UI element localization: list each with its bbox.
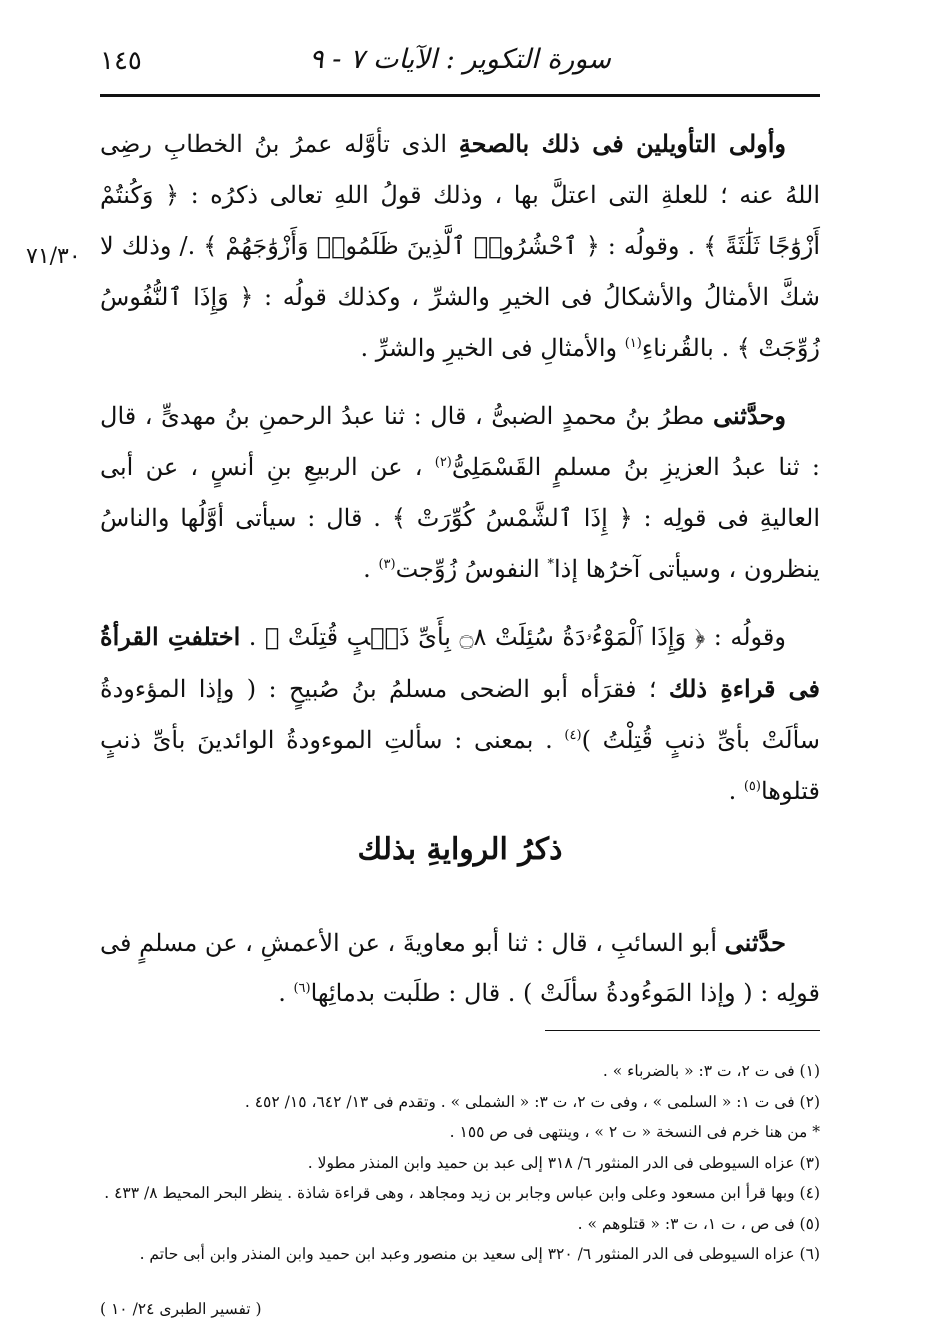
text-span: ./ وذلك لا شكَّ الأمثالُ والأشكالُ فى الخيرِ والشرِّ ، وكذلك قولُه : bbox=[100, 232, 821, 311]
paragraph-2 bbox=[100, 390, 820, 595]
paragraph-3 bbox=[100, 611, 820, 817]
page-header bbox=[100, 40, 820, 90]
text-span: مطرُ بنُ محمدٍ الضبىُّ ، قال : ثنا عبدُ الرحمنِ بنُ مهدىٍّ ، قال : ثنا عبدُ العزيزِ بنُ مسلمٍ القَسْمَلِىُّ bbox=[100, 402, 820, 481]
footnote-ref: (٤) bbox=[564, 728, 582, 743]
quran-quote: ﴿ ٱحْشُرُوا۟ ٱلَّذِينَ ظَلَمُوا۟ وَأَزْوَٰجَهُمْ ﴾ bbox=[203, 232, 600, 260]
footnotes bbox=[100, 1056, 820, 1270]
text-span: . bbox=[240, 623, 265, 651]
text-span: وقولُه : bbox=[705, 623, 786, 651]
text-span: . bbox=[278, 979, 294, 1007]
narration-text bbox=[100, 918, 820, 1034]
footnote-ref: (٣) bbox=[378, 557, 396, 572]
footnote-ref: (١) bbox=[624, 336, 642, 351]
margin-reference: ٧١/٣٠ bbox=[26, 244, 81, 269]
footnote: (٥) فى ص ، ت ١، ت ٣: « قتلوهم » . bbox=[577, 1214, 820, 1233]
text-span: . بالقُرناءِ bbox=[641, 334, 737, 362]
running-title: سورة التكوير : الآيات ٧ - ٩ bbox=[309, 44, 611, 75]
text-span: . قال : سيأتى أوَّلُها والناسُ ينظرون ، وسيأتى آخرُها إذا bbox=[100, 504, 820, 583]
text-span: الذى تأوَّله عمرُ بنُ الخطابِ رضِى اللهُ عنه ؛ للعلةِ التى اعتلَّ بها ، وذلك قولُ اللهِ تعالى ذكرُه : bbox=[100, 130, 821, 209]
footnote-ref: (٥) bbox=[743, 779, 761, 794]
text-span: . bbox=[728, 777, 744, 805]
text-span: . بمعنى : سألتِ الموءودةُ الوائدينَ بأىِّ ذنبٍ قتلوها bbox=[100, 726, 820, 805]
footnote: (٢) فى ت ١: « السلمى » ، وفى ت ٢، ت ٣: « الشملى » . وتقدم فى ١٣/ ٦٤٢، ١٥/ ٤٥٢ . bbox=[244, 1092, 820, 1111]
quran-quote: ﴿ وَإِذَا ٱلْمَوْءُۥدَةُ سُئِلَتْ ۝٨ بِأَىِّ ذَنۢبٍ قُتِلَتْ ﴾ bbox=[264, 623, 706, 651]
main-text bbox=[100, 118, 820, 833]
quran-quote: ﴿ إِذَا ٱلشَّمْسُ كُوِّرَتْ ﴾ bbox=[391, 504, 633, 532]
text-span: . bbox=[363, 555, 379, 583]
volume-signature: ( تفسير الطبرى ٢٤/ ١٠ ) bbox=[100, 1300, 262, 1318]
header-rule bbox=[100, 94, 820, 97]
quran-quote: ﴿ وَكُنتُمْ أَزْوَٰجًا ثَلَٰثَةً ﴾ bbox=[100, 181, 821, 260]
footnote-ref: (٦) bbox=[293, 981, 311, 996]
footnote: * من هنا خرم فى النسخة « ت ٢ » ، وينتهى فى ص ١٥٥ . bbox=[449, 1123, 820, 1141]
footnote: (٦) عزاه السيوطى فى الدر المنثور ٦/ ٣٢٠ إلى سعيد بن منصور وعبد ابن حميد وابن المنذر وابن أبى حاتم . bbox=[139, 1245, 820, 1263]
footnote: (٣) عزاه السيوطى فى الدر المنثور ٦/ ٣١٨ إلى عبد بن حميد وابن المنذر مطولا . bbox=[307, 1153, 820, 1172]
section-heading: ذكرُ الروايةِ بذلك bbox=[357, 832, 563, 867]
bold-lead: حدَّثنى bbox=[724, 928, 786, 957]
text-span: والأمثالِ فى الخيرِ والشرِّ . bbox=[360, 334, 625, 362]
footnote-ref: (٢) bbox=[434, 455, 452, 470]
paragraph-4 bbox=[100, 918, 820, 1018]
text-span: ؛ فقرَأه أبو الضحى مسلمُ بنُ صُبيحٍ : ( وإذا المؤءودةُ سألَتْ بأىِّ ذنبٍ قُتِلْتُ ) bbox=[100, 675, 820, 754]
quran-quote: ﴿ وَإِذَا ٱلنُّفُوسُ زُوِّجَتْ ﴾ bbox=[100, 283, 820, 362]
text-span: . وقولُه : bbox=[599, 232, 704, 260]
text-span: ، عن الربيعِ بنِ أنسٍ ، عن أبى العاليةِ فى قولِه : bbox=[100, 453, 821, 532]
footnote-separator bbox=[545, 1030, 820, 1031]
footnote: (٤) وبها قرأ ابن مسعود وعلى وابن عباس وجابر بن زيد ومجاهد ، وهى قراءة شاذة . ينظر البحر المحيط ٨/ ٤٣٣ . bbox=[104, 1184, 820, 1202]
bold-lead: وأولى التأويلين فى ذلك بالصحةِ bbox=[458, 129, 787, 158]
page-number: ١٤٥ bbox=[100, 46, 142, 76]
manuscript-marker: * bbox=[547, 557, 554, 572]
text-span: أبو السائبِ ، قال : ثنا أبو معاويةَ ، عن الأعمشِ ، عن مسلمٍ فى قولِه : ( وإذا المَوءُودةُ سألَتْ ) . قال : طلَبت بدمائِها bbox=[100, 929, 820, 1007]
paragraph-1 bbox=[100, 118, 820, 374]
text-span: النفوسُ زُوِّجت bbox=[395, 555, 548, 583]
footnote: (١) فى ت ٢، ت ٣: « بالضرباء » . bbox=[602, 1062, 820, 1080]
bold-phrase: اختلفتِ القرأةُ فى قراءةِ ذلك bbox=[100, 622, 821, 703]
bold-lead: وحدَّثنى bbox=[713, 401, 786, 430]
